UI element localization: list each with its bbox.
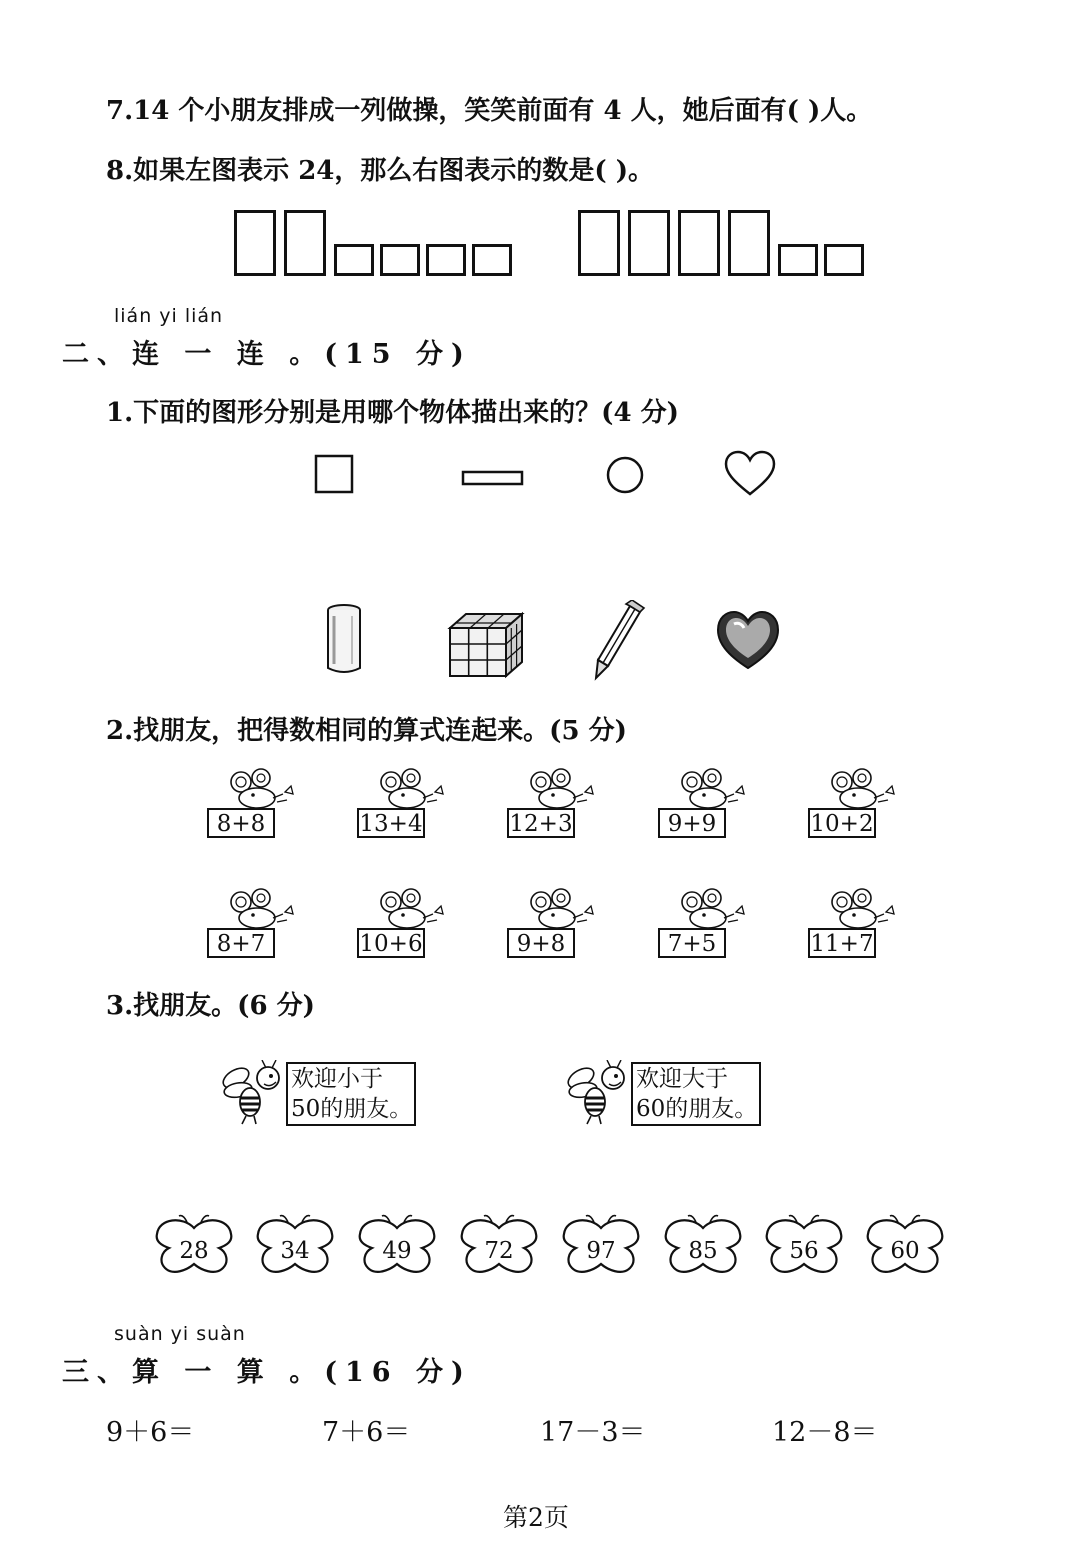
circle-outline-icon	[602, 452, 648, 498]
question-text: 找朋友，把得数相同的算式连起来。(5 分)	[133, 716, 627, 746]
expression-label: 9+9	[658, 808, 726, 838]
section-2-title: 二、连 一 连 。(15 分)	[62, 339, 472, 370]
ten-block	[234, 210, 276, 276]
question-text: 下面的图形分别是用哪个物体描出来的？(4 分)	[133, 398, 679, 428]
square-outline-icon	[312, 452, 358, 498]
butterfly-value: 28	[179, 1238, 209, 1264]
expression-label: 9+8	[507, 928, 575, 958]
question-text: 找朋友。(6 分)	[133, 991, 315, 1021]
mouse-card[interactable]	[658, 888, 748, 958]
question-number: 2.	[106, 716, 134, 746]
expression-label: 13+4	[357, 808, 425, 838]
bee-icon	[218, 1060, 288, 1126]
section-3-pinyin: suàn yi suàn	[114, 1323, 246, 1345]
mouse-card[interactable]	[357, 768, 447, 838]
section-2-question-3	[106, 985, 315, 1022]
calc-item: 7＋6＝	[322, 1417, 411, 1448]
butterfly-value: 34	[280, 1238, 310, 1264]
mouse-card[interactable]	[507, 888, 597, 958]
butterfly-value: 56	[789, 1238, 819, 1264]
expression-label: 8+8	[207, 808, 275, 838]
question-8	[106, 150, 654, 187]
ten-block	[628, 210, 670, 276]
butterfly-number[interactable]	[763, 1212, 845, 1282]
mouse-card[interactable]	[357, 888, 447, 958]
butterfly-value: 97	[586, 1238, 616, 1264]
pencil-icon	[588, 600, 648, 682]
mouse-card[interactable]	[808, 888, 898, 958]
expression-label: 7+5	[658, 928, 726, 958]
butterfly-value: 72	[484, 1238, 514, 1264]
mouse-card[interactable]	[507, 768, 597, 838]
one-block	[334, 244, 374, 276]
question-text: 14 个小朋友排成一列做操，笑笑前面有 4 人，她后面有( )人。	[133, 96, 873, 126]
question-7	[106, 90, 872, 127]
mouse-card[interactable]	[207, 888, 297, 958]
butterfly-number[interactable]	[458, 1212, 540, 1282]
expression-label: 11+7	[808, 928, 876, 958]
ten-block	[578, 210, 620, 276]
one-block	[778, 244, 818, 276]
section-2-question-2	[106, 710, 627, 747]
section-3-title: 三、算 一 算 。(16 分)	[62, 1357, 472, 1388]
rectangle-outline-icon	[460, 468, 526, 490]
ten-block	[728, 210, 770, 276]
one-block	[824, 244, 864, 276]
ten-block	[678, 210, 720, 276]
butterfly-number[interactable]	[662, 1212, 744, 1282]
rubiks-cube-icon	[446, 608, 526, 680]
one-block	[380, 244, 420, 276]
heart-box-icon	[712, 606, 784, 676]
question-number: 3.	[106, 991, 134, 1021]
butterfly-number[interactable]	[153, 1212, 235, 1282]
heart-outline-icon	[722, 448, 778, 500]
butterfly-number[interactable]	[356, 1212, 438, 1282]
calc-item: 9＋6＝	[106, 1417, 195, 1448]
bee-sign-text: 欢迎大于 60的朋友。	[631, 1062, 761, 1126]
expression-label: 12+3	[507, 808, 575, 838]
butterfly-number[interactable]	[560, 1212, 642, 1282]
can-icon	[318, 602, 370, 678]
mouse-card[interactable]	[808, 768, 898, 838]
mouse-card[interactable]	[658, 768, 748, 838]
butterfly-number[interactable]	[254, 1212, 336, 1282]
question-number: 1.	[106, 398, 134, 428]
expression-label: 8+7	[207, 928, 275, 958]
bee-icon	[563, 1060, 633, 1126]
ten-block	[284, 210, 326, 276]
mouse-card[interactable]	[207, 768, 297, 838]
question-text: 如果左图表示 24，那么右图表示的数是( )。	[133, 156, 655, 186]
page-number: 第2页	[503, 1503, 569, 1532]
question-number: 8.	[106, 156, 134, 186]
butterfly-value: 60	[890, 1238, 920, 1264]
bee-sign-greater-than	[563, 1060, 763, 1130]
calc-item: 12－8＝	[772, 1417, 878, 1448]
calc-item: 17－3＝	[540, 1417, 646, 1448]
one-block	[426, 244, 466, 276]
question-number: 7.	[106, 96, 134, 126]
butterfly-value: 49	[382, 1238, 412, 1264]
butterfly-number[interactable]	[864, 1212, 946, 1282]
bee-sign-less-than	[218, 1060, 418, 1130]
section-2-pinyin: lián yi lián	[114, 305, 224, 327]
expression-label: 10+2	[808, 808, 876, 838]
section-2-question-1	[106, 392, 679, 429]
butterfly-value: 85	[688, 1238, 718, 1264]
expression-label: 10+6	[357, 928, 425, 958]
bee-sign-text: 欢迎小于 50的朋友。	[286, 1062, 416, 1126]
one-block	[472, 244, 512, 276]
